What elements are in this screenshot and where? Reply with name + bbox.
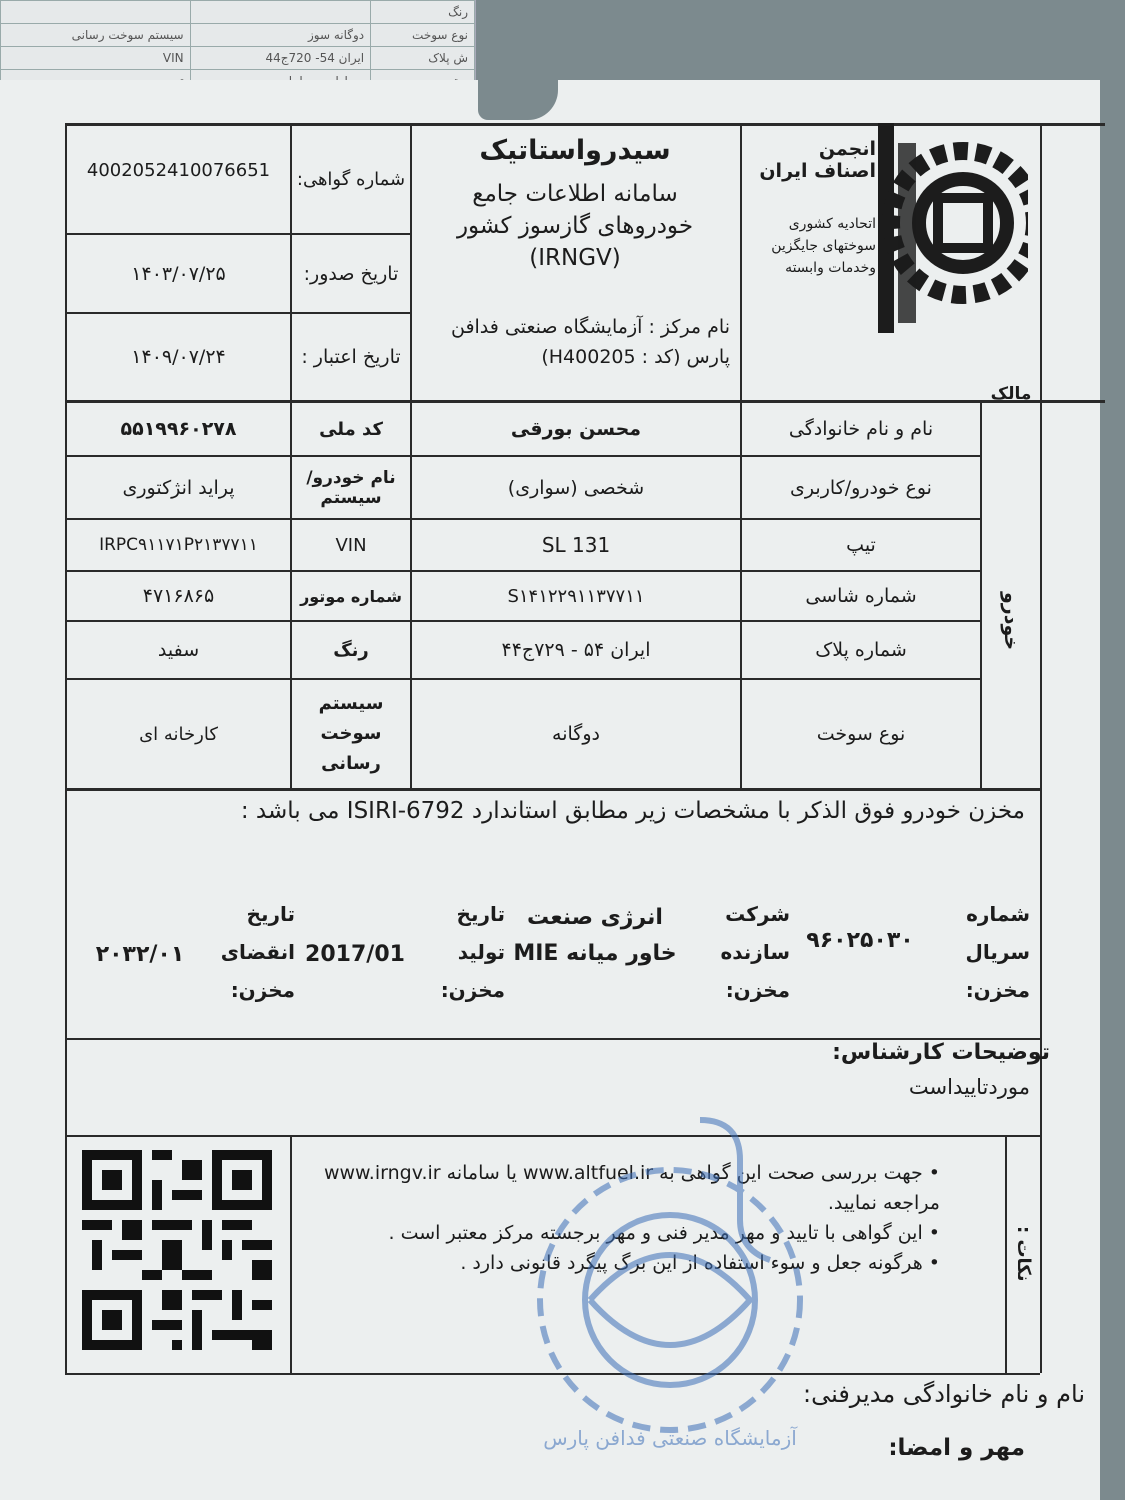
table-row bbox=[1, 24, 475, 47]
color-value: سفید bbox=[157, 639, 200, 661]
rule bbox=[65, 1135, 1040, 1137]
system-title-line: (IRNGV) bbox=[529, 245, 621, 271]
system-title-line: سامانه اطلاعات جامع bbox=[472, 181, 678, 207]
note-item: • جهت بررسی صحت این گواهی به www.altfuel.ir یا سامانه www.irngv.ir مراجعه نمایید. bbox=[300, 1158, 940, 1218]
expert-label: توضیحات کارشناس: bbox=[832, 1040, 1050, 1065]
chassis-label: شماره شاسی bbox=[805, 585, 917, 607]
vehicle-name-value: پراید انژکتوری bbox=[122, 476, 235, 499]
logo-text-top: انجمن اصناف ایران bbox=[759, 138, 876, 182]
vin-value: IRPC۹۱۱۷۱P۲۱۳۷۷۱۱ bbox=[99, 535, 258, 555]
tip-label: تیپ bbox=[846, 534, 876, 556]
rule bbox=[65, 788, 1040, 791]
chassis-value: S۱۴۱۲۲۹۱۱۳۷۷۱۱ bbox=[507, 585, 645, 607]
slip-cell: ایران 54- 720ج44 bbox=[190, 47, 371, 70]
engine-number-label: شماره موتور bbox=[300, 586, 402, 606]
table-row bbox=[1, 1, 475, 24]
national-id-value: ۵۵۱۹۹۶۰۲۷۸ bbox=[120, 418, 237, 440]
system-title bbox=[420, 178, 730, 274]
slip-cell: ش پلاک bbox=[371, 47, 475, 70]
slip-cell: VIN bbox=[1, 47, 191, 70]
expiry-date-label: تاریخ اعتبار : bbox=[301, 346, 401, 368]
production-value: 2017/01 bbox=[305, 942, 405, 967]
slip-cell: نوع سوخت bbox=[371, 24, 475, 47]
rule bbox=[65, 1373, 1040, 1375]
qr-code-icon bbox=[82, 1150, 272, 1350]
slip-cell bbox=[1, 1, 191, 24]
stamp-text: آزمایشگاه صنعتی فدافن پارس bbox=[543, 1426, 797, 1450]
color-label: رنگ bbox=[333, 639, 369, 661]
brand-script: سیدرواستاتیک bbox=[479, 135, 671, 166]
vehicle-section-label: خودرو bbox=[1000, 592, 1022, 651]
note-item: • این گواهی با تایید و مهر مدیر فنی و مهر برجسته مرکز معتبر است . bbox=[300, 1218, 940, 1248]
slip-cell: سیستم سوخت رسانی bbox=[1, 24, 191, 47]
certificate-number-value: 4002052410076651 bbox=[86, 159, 271, 181]
tank-expiry-value: ۲۰۳۲/۰۱ bbox=[95, 942, 185, 967]
vehicle-type-value: شخصی (سواری) bbox=[507, 476, 645, 499]
table-row bbox=[1, 47, 475, 70]
vin-label: VIN bbox=[335, 534, 367, 556]
owner-section-label: مالک bbox=[990, 384, 1032, 404]
system-title-line: خودروهای گازسوز کشور bbox=[456, 213, 694, 239]
logo-text-bottom: اتحادیه کشوری سوختهای جایگزین وخدمات وابسته bbox=[771, 216, 876, 276]
vehicle-type-label: نوع خودرو/کاربری bbox=[790, 476, 932, 499]
notes-label: نکات : bbox=[1013, 1226, 1034, 1282]
qr-code bbox=[82, 1150, 272, 1350]
maker-label: شرکت سازنده مخزن: bbox=[720, 902, 790, 1002]
slip-cell: دوگانه سوز bbox=[190, 24, 371, 47]
association-logo bbox=[758, 113, 1028, 343]
rule bbox=[1040, 123, 1042, 1373]
signature-label: مهر و امضا: bbox=[888, 1435, 1025, 1461]
plate-label: شماره پلاک bbox=[815, 639, 907, 661]
serial-value: ۹۶۰۲۵۰۳۰ bbox=[806, 928, 914, 953]
slip-cell: رنگ bbox=[371, 1, 475, 24]
center-label: نام مرکز : آزمایشگاه صنعتی فدافن bbox=[450, 316, 730, 338]
note-item: • هرگونه جعل و سوء استفاده از این برگ پیگرد قانونی دارد . bbox=[300, 1248, 940, 1278]
center-code: پارس (کد : H400205) bbox=[541, 346, 730, 368]
plate-value: ایران ۵۴ - ۷۲۹ج۴۴ bbox=[501, 639, 651, 661]
rule bbox=[290, 1135, 292, 1373]
slip-cell bbox=[190, 1, 371, 24]
engine-number-value: ۴۷۱۶۸۶۵ bbox=[142, 585, 215, 607]
serial-label: شماره سریال مخزن: bbox=[965, 902, 1030, 1002]
national-id-label: کد ملی bbox=[319, 418, 383, 440]
owner-name-value: محسن بورقی bbox=[510, 418, 642, 440]
fuel-system-value: کارخانه ای bbox=[139, 723, 218, 745]
owner-name-label: نام و نام خانوادگی bbox=[788, 418, 934, 440]
fuel-system-label: سیستم سوخت رسانی bbox=[318, 693, 384, 774]
certificate-number-label: شماره گواهی: bbox=[296, 169, 406, 190]
fuel-type-value: دوگانه bbox=[552, 723, 600, 745]
paper-notch bbox=[478, 80, 558, 120]
issue-date-label: تاریخ صدور: bbox=[303, 262, 399, 285]
expert-value: موردتاییداست bbox=[908, 1075, 1030, 1099]
center-name bbox=[420, 312, 730, 372]
maker-value: انرژی صنعت خاور میانه MIE bbox=[513, 905, 677, 966]
notes-list bbox=[300, 1158, 940, 1278]
tip-value: SL 131 bbox=[541, 533, 611, 557]
expiry-date-value: ۱۴۰۹/۰۷/۲۴ bbox=[131, 346, 226, 368]
tank-statement: مخزن خودرو فوق الذکر با مشخصات زیر مطابق استاندارد ISIRI-6792 می باشد : bbox=[240, 798, 1025, 824]
fuel-type-label: نوع سوخت bbox=[816, 723, 906, 745]
production-label: تاریخ تولید مخزن: bbox=[440, 902, 505, 1002]
issue-date-value: ۱۴۰۳/۰۷/۲۵ bbox=[131, 262, 226, 285]
tank-expiry-label: تاریخ انقضای مخزن: bbox=[220, 902, 295, 1002]
manager-name-label: نام و نام خانوادگی مدیرفنی: bbox=[803, 1380, 1085, 1408]
vehicle-name-label: نام خودرو/ سیستم bbox=[306, 467, 396, 508]
